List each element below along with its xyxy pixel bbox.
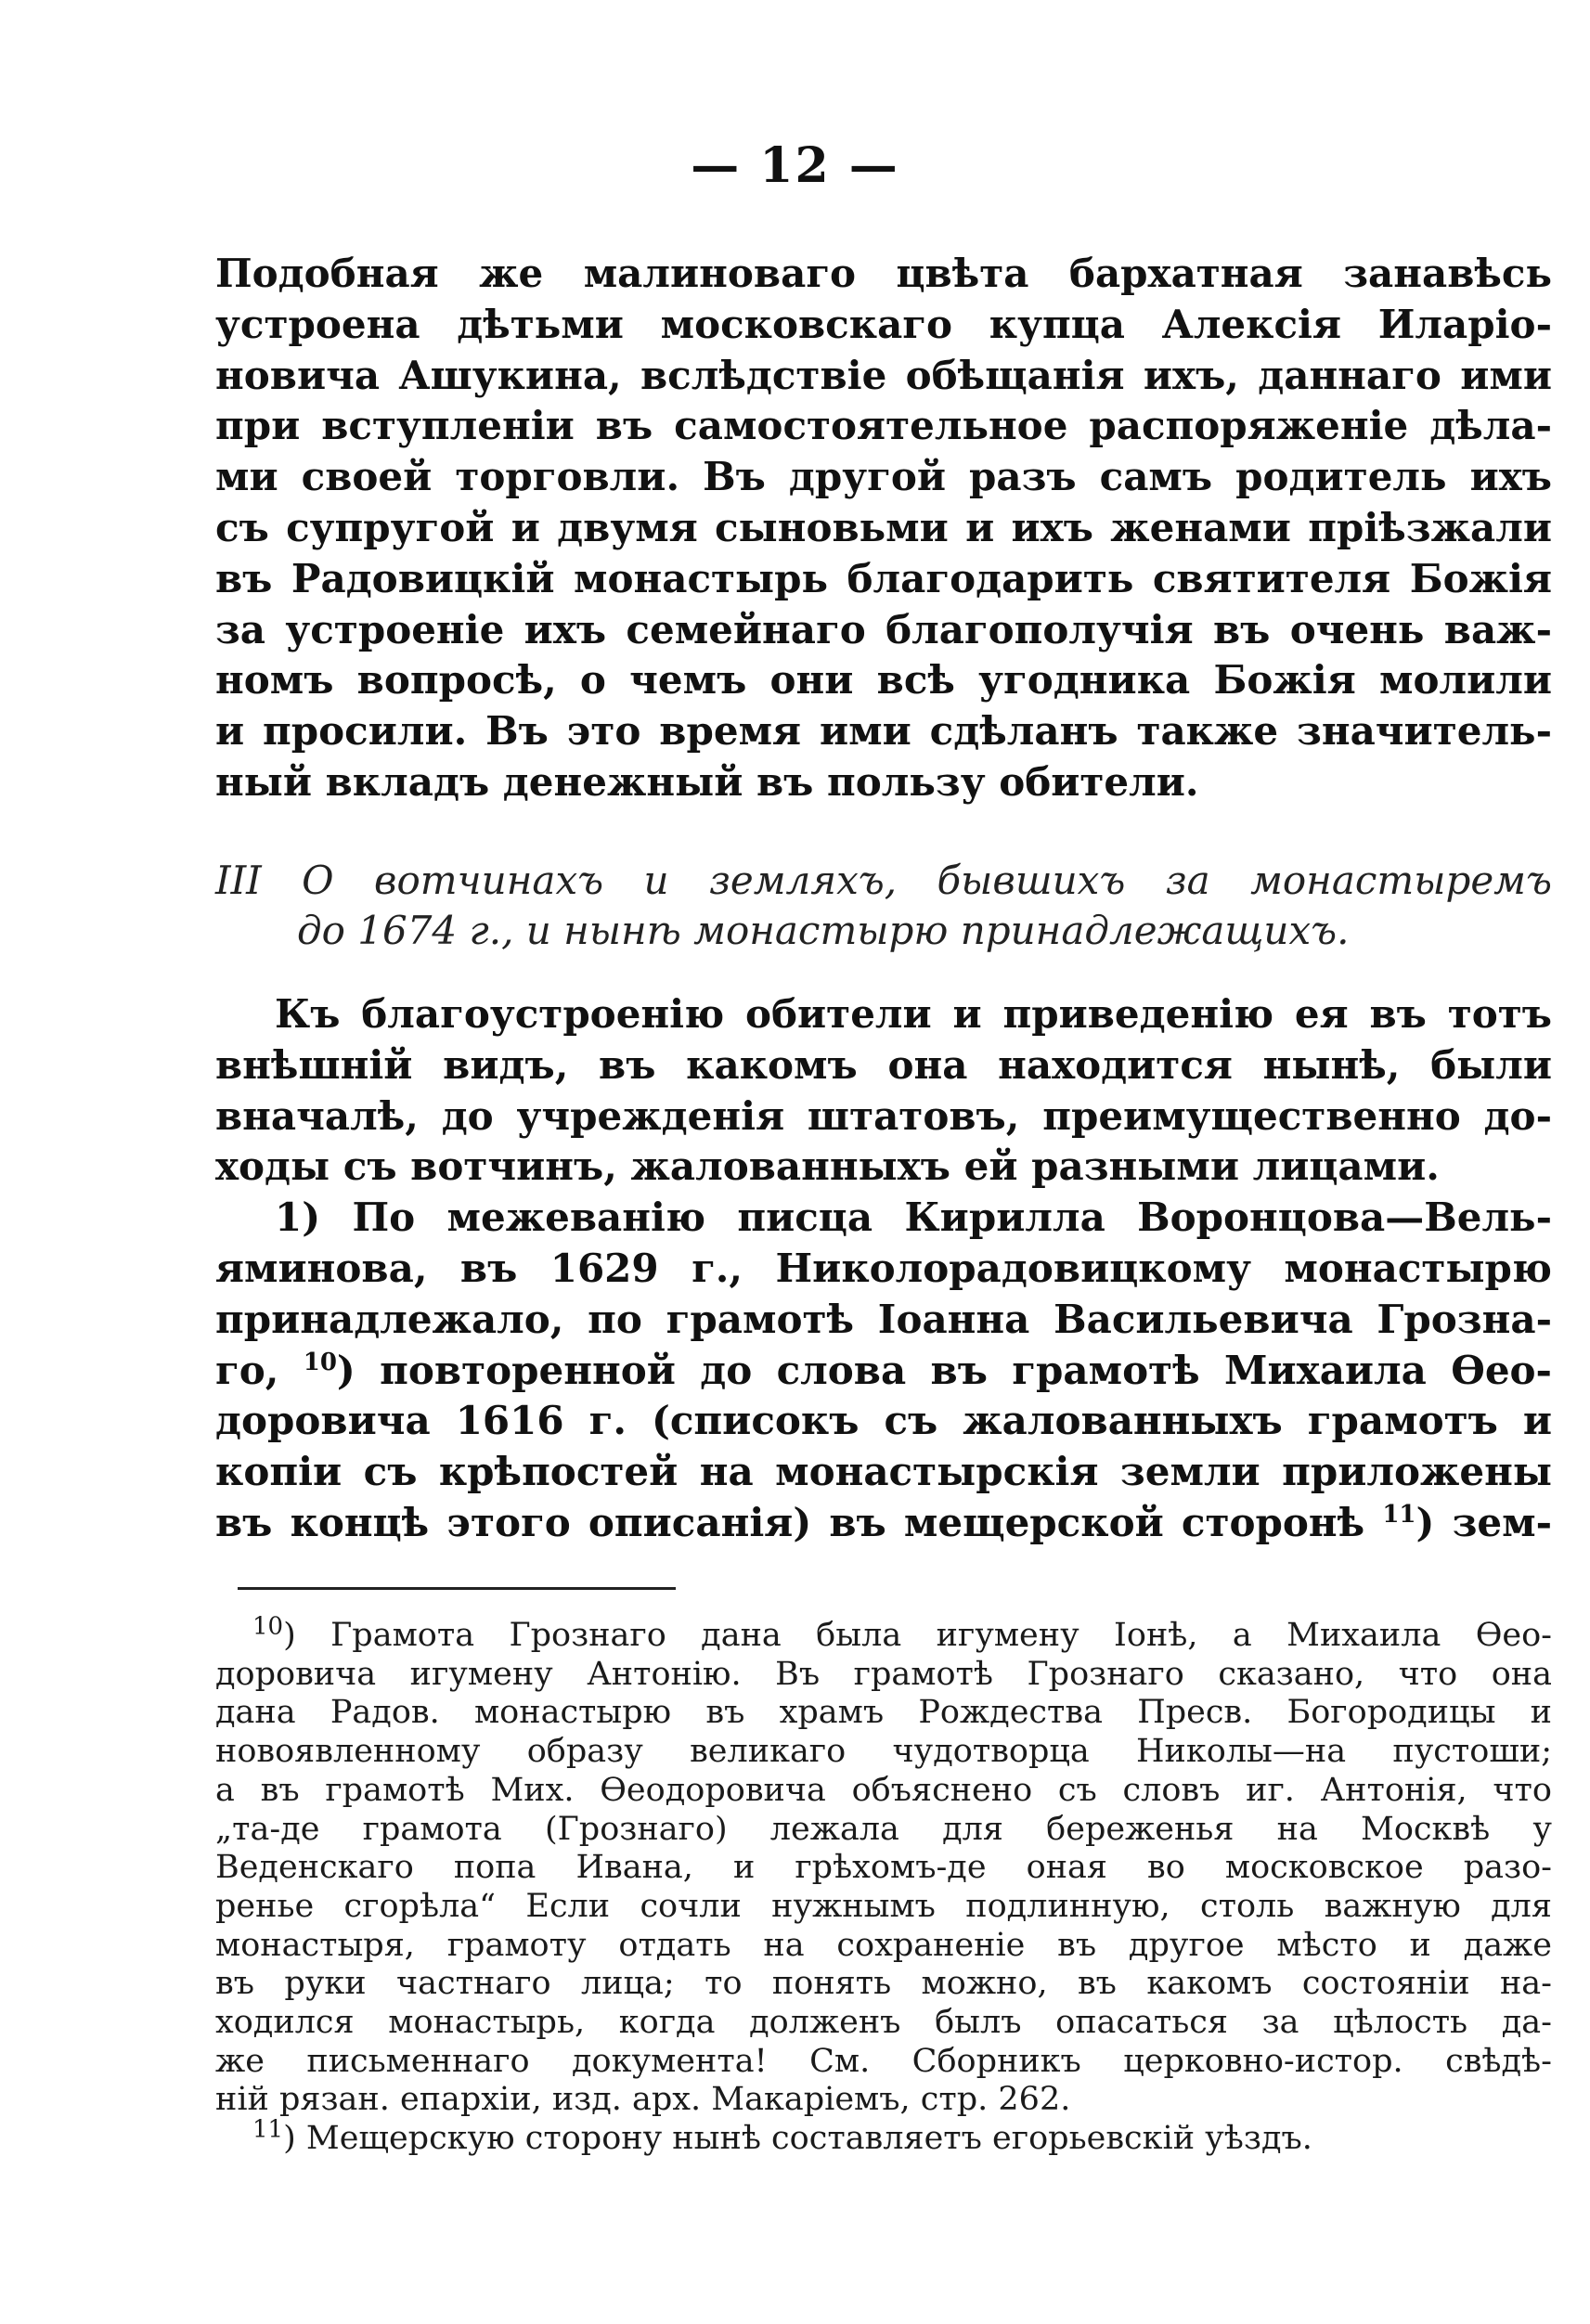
page-number: — 12 — [691,137,899,194]
text-line: Подобная же малиноваго цвѣта бархатная занавѣсь [215,251,1552,296]
text-line: и просили. Въ это время ими сдѣланъ также значитель- [215,708,1552,755]
text-line: устроена дѣтьми московскаго купца Алексія Иларіо- [215,301,1552,347]
text-fragment: ) повторенной до слова въ грамотѣ Михаила Ѳео- [336,1347,1552,1393]
footnote-11-line [215,2115,1552,2159]
text-line: Къ благоустроенію обители и приведенію ея въ тотъ [275,991,1552,1037]
text-line: ходы съ вотчинъ, жалованныхъ ей разными лицами. [215,1143,1440,1190]
footnotes [215,1612,1552,2159]
text-line: яминова, въ 1629 г., Николорадовицкому монастырю [215,1245,1552,1291]
text-line: номъ вопросѣ, о чемъ они всѣ угодника Божія молили [215,657,1552,704]
footnote-ref-10[interactable]: 10 [303,1348,337,1376]
text-fragment: ) Мещерскую сторону нынѣ составляетъ егорьевскій уѣздъ. [283,2120,1312,2158]
footnote-10-line [215,1612,1552,1656]
text-fragment: ) зем- [1415,1499,1553,1545]
text-line: новича Ашукина, вслѣдствіе обѣщанія ихъ, даннаго ими [215,352,1552,398]
footnote-10-line: ній рязан. епархіи, изд. арх. Макаріемъ, стр. 262. [215,2081,1071,2119]
paragraph-velvet-curtain [215,249,1552,808]
text-line: съ супругой и двумя сыновьми и ихъ женами пріѣзжали [215,504,1552,550]
text-line: при вступленіи въ самостоятельное распоряженіе дѣла- [215,403,1552,449]
footnote-10-line: а въ грамотѣ Мих. Ѳеодоровича объяснено съ словъ иг. Антонія, что [215,1771,1552,1809]
text-fragment: го, [215,1347,279,1393]
text-line: принадлежало, по грамотѣ Іоанна Васильевича Грозна- [215,1296,1552,1342]
footnote-marker-10: 10 [252,1612,284,1641]
text-line: внѣшній видъ, въ какомъ она находится нынѣ, были [215,1041,1552,1088]
heading-line-2: до 1674 г., и нынѣ монастырю принадлежащихъ. [297,908,1350,953]
text-line: 1) По межеванію писца Кирилла Воронцова—Вель- [275,1194,1552,1241]
text-line: копіи съ крѣпостей на монастырскія земли приложены [215,1449,1552,1495]
footnote-marker-11: 11 [252,2115,284,2144]
text-line: за устроеніе ихъ семейнаго благополучія въ очень важ- [215,606,1552,652]
footnote-10-line: дана Радов. монастырю въ храмъ Рождества Пресв. Богородицы и [215,1694,1552,1732]
footnote-10-line: же письменнаго документа! См. Сборникъ церковно-истор. свѣдѣ- [215,2042,1552,2080]
footnote-10-line: Веденскаго попа Ивана, и грѣхомъ-де оная во московское разо- [215,1849,1552,1887]
text-line: въ Радовицкій монастырь благодарить святителя Божія [215,555,1552,601]
text-line: вначалѣ, до учрежденія штатовъ, преимущественно до- [215,1092,1552,1139]
footnote-10-line: въ руки частнаго лица; то понять можно, въ какомъ состояніи на- [215,1965,1552,2003]
text-line: ми своей торговли. Въ другой разъ самъ родитель ихъ [215,454,1552,500]
footnote-10-line: ходился монастырь, когда долженъ былъ опасаться за цѣлость да- [215,2004,1552,2042]
footnote-divider [238,1587,676,1590]
text-fragment: въ концѣ этого описанія) въ мещерской сторонѣ [215,1499,1365,1545]
paragraph-estates [215,989,1552,1549]
text-line [215,1498,1552,1549]
footnote-10-line: доровича игумену Антонію. Въ грамотѣ Грознаго сказано, что она [215,1655,1552,1693]
footnote-10-line: „та-де грамота (Грознаго) лежала для береженья на Москвѣ у [215,1810,1552,1848]
text-fragment: ) Грамота Грознаго дана была игумену Іонѣ, а Михаила Ѳео- [283,1617,1552,1654]
section-heading [215,856,1552,956]
text-line: ный вкладъ денежный въ пользу обители. [215,758,1199,805]
text-line [215,1346,1552,1397]
footnote-ref-11[interactable]: 11 [1382,1500,1416,1529]
footnote-10-line: монастыря, грамоту отдать на сохраненіе въ другое мѣсто и даже [215,1926,1552,1964]
heading-line-1: III О вотчинахъ и земляхъ, бывшихъ за монастыремъ [215,858,1552,903]
footnote-10-line: новоявленному образу великаго чудотворца Николы—на пустоши; [215,1733,1552,1771]
footnote-10-line: ренье сгорѣла“ Если сочли нужнымъ подлинную, столь важную для [215,1887,1552,1925]
text-line: доровича 1616 г. (списокъ съ жалованныхъ грамотъ и [215,1398,1552,1444]
